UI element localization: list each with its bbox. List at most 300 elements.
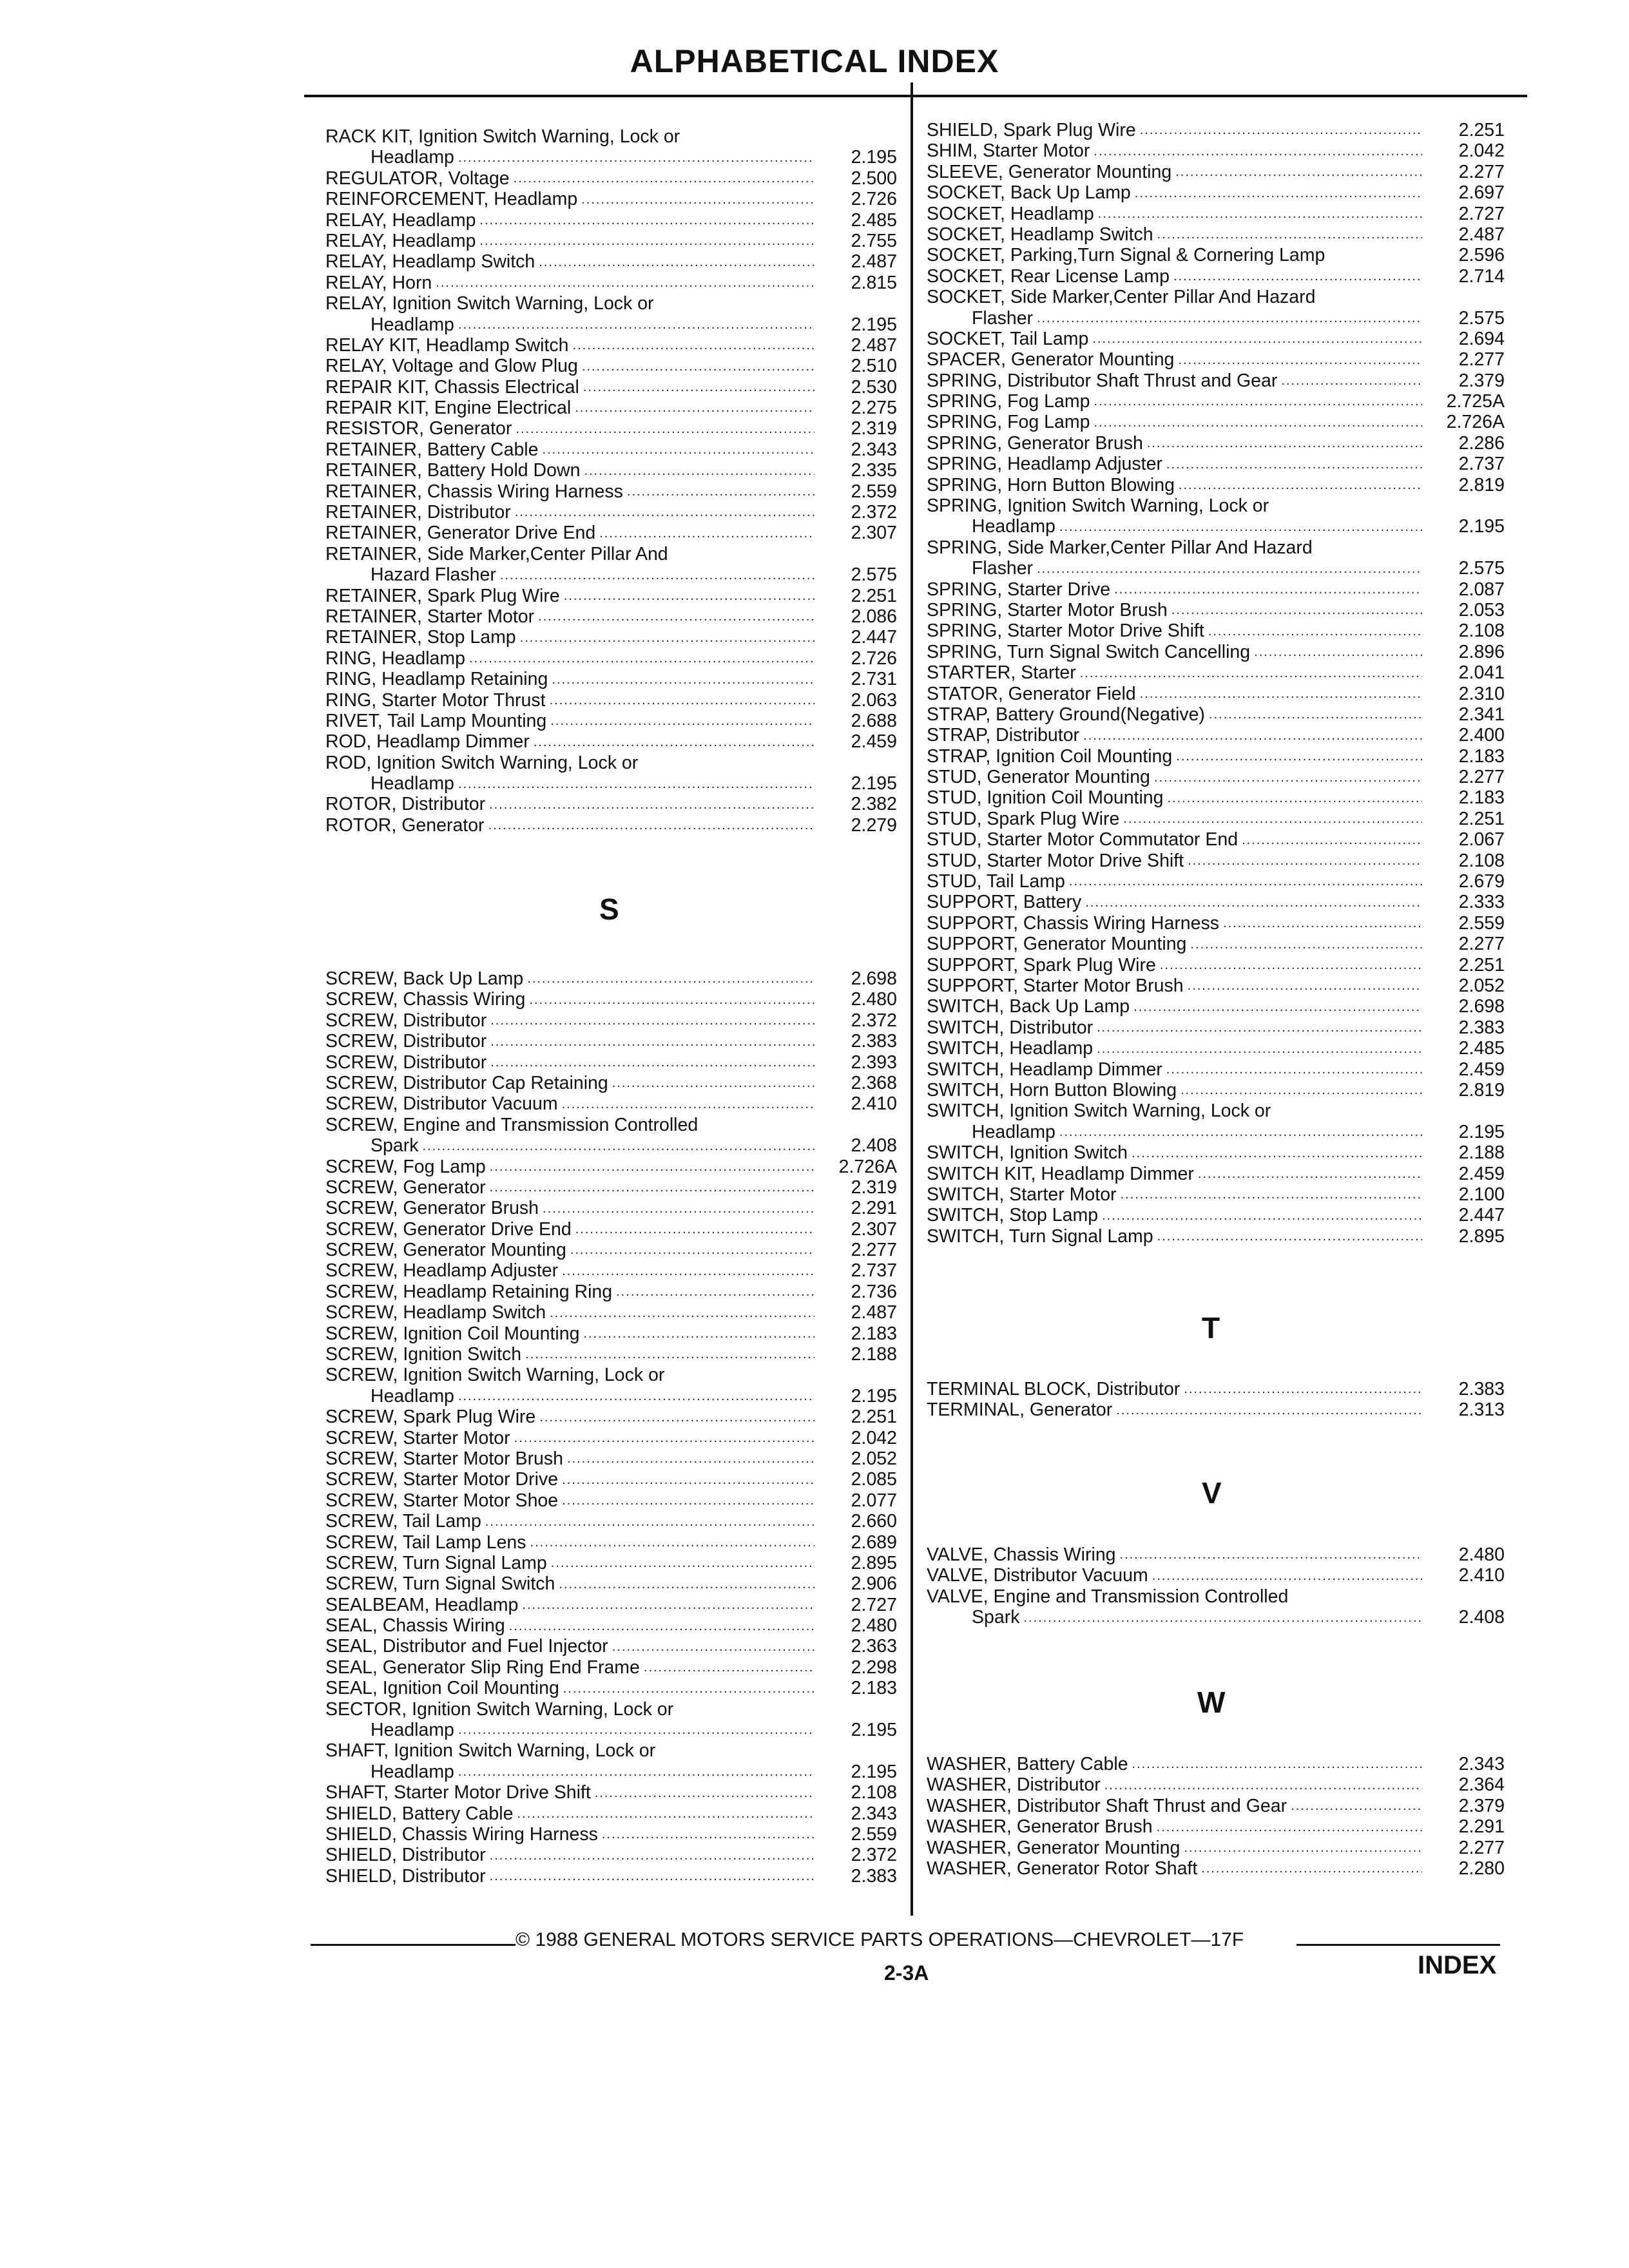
- index-entry-page: 2.382: [851, 794, 897, 815]
- dot-leader: [458, 151, 815, 165]
- index-entry-page: 2.195: [851, 1720, 897, 1741]
- index-entry: [325, 210, 897, 231]
- index-entry-page: 2.275: [851, 398, 897, 419]
- index-entry-label: Headlamp: [371, 1385, 454, 1407]
- index-entry-heading: RACK KIT, Ignition Switch Warning, Lock or: [325, 126, 680, 147]
- dot-leader: [1083, 729, 1422, 743]
- index-entry: [325, 1720, 897, 1740]
- index-entry-label: SEAL, Ignition Coil Mounting: [325, 1678, 559, 1699]
- index-entry: [325, 794, 897, 815]
- index-entry: [927, 955, 1505, 975]
- index-entry-label: SCREW, Spark Plug Wire: [325, 1407, 536, 1428]
- index-entry-label: SOCKET, Parking,Turn Signal & Cornering Lamp: [927, 245, 1325, 266]
- index-entry-label: WASHER, Distributor Shaft Thrust and Gear: [927, 1795, 1287, 1816]
- dot-leader: [489, 798, 815, 812]
- index-entry-page: 2.042: [1458, 140, 1505, 162]
- index-entry-page: 2.307: [851, 1218, 897, 1240]
- dot-leader: [1173, 269, 1422, 284]
- index-entry: [325, 1762, 897, 1782]
- dot-leader: [1116, 1403, 1422, 1418]
- dot-leader: [1094, 416, 1422, 430]
- index-entry-page: 2.698: [1458, 996, 1505, 1017]
- dot-leader: [543, 1202, 815, 1216]
- index-entry-label: ROD, Headlamp Dimmer: [325, 731, 530, 753]
- index-entry-label: STATOR, Generator Field: [927, 683, 1136, 704]
- footer-rule-left: [311, 1944, 516, 1946]
- index-entry-label: SCREW, Starter Motor: [325, 1427, 510, 1448]
- index-entry: [325, 1448, 897, 1469]
- index-entry-label: SWITCH, Turn Signal Lamp: [927, 1225, 1153, 1247]
- index-entry: [927, 349, 1505, 370]
- index-entry-label: REPAIR KIT, Engine Electrical: [325, 398, 572, 419]
- index-entry-label: WASHER, Generator Rotor Shaft: [927, 1858, 1198, 1879]
- column-divider: [911, 82, 913, 1916]
- index-entry-label: VALVE, Distributor Vacuum: [927, 1565, 1148, 1586]
- index-entry: [325, 168, 897, 189]
- dot-leader: [1168, 791, 1423, 805]
- dot-leader: [1135, 186, 1422, 200]
- dot-leader: [458, 1765, 815, 1779]
- index-entry: [927, 829, 1505, 850]
- dot-leader: [1209, 707, 1422, 722]
- index-entry-heading: RETAINER, Side Marker,Center Pillar And: [325, 543, 668, 564]
- index-entry-page: 2.447: [1458, 1205, 1505, 1226]
- page-number: 2-3A: [884, 1961, 929, 1984]
- dot-leader: [567, 1452, 815, 1466]
- index-entry: [927, 684, 1505, 704]
- index-entry: [927, 558, 1505, 579]
- dot-leader: [490, 1055, 815, 1070]
- index-entry-page: 2.052: [1458, 975, 1505, 996]
- index-entry: [325, 1031, 897, 1052]
- index-entry-page: 2.906: [851, 1573, 897, 1595]
- dot-leader: [1104, 1778, 1422, 1792]
- dot-leader: [1069, 874, 1422, 889]
- dot-leader: [616, 1285, 815, 1299]
- index-entry: [927, 308, 1505, 329]
- dot-leader: [1132, 1146, 1422, 1160]
- index-entry-page: 2.485: [851, 209, 897, 231]
- index-entry: [325, 586, 897, 606]
- index-entry-page: 2.368: [851, 1072, 897, 1093]
- dot-leader: [490, 1869, 815, 1883]
- dot-leader: [490, 1160, 815, 1174]
- index-entry-label: RESISTOR, Generator: [325, 418, 512, 439]
- dot-leader: [582, 360, 815, 374]
- dot-leader: [564, 589, 815, 603]
- index-entry-label: SUPPORT, Generator Mounting: [927, 934, 1187, 955]
- index-entry-label: Spark: [972, 1607, 1020, 1628]
- dot-leader: [550, 1306, 815, 1320]
- dot-leader: [1166, 457, 1422, 472]
- dot-leader: [422, 1139, 815, 1153]
- dot-leader: [516, 422, 815, 436]
- index-entry-label: SUPPORT, Battery: [927, 892, 1082, 913]
- dot-leader: [1152, 1569, 1422, 1583]
- index-entry-page: 2.372: [851, 1010, 897, 1031]
- index-list-r: [325, 126, 897, 836]
- dot-leader: [599, 526, 815, 541]
- dot-leader: [1157, 1820, 1422, 1834]
- index-entry-heading: SECTOR, Ignition Switch Warning, Lock or: [325, 1698, 674, 1720]
- index-entry-page: 2.277: [1458, 1837, 1505, 1858]
- dot-leader: [479, 213, 815, 227]
- index-entry: [325, 815, 897, 836]
- index-entry-page: 2.726A: [838, 1156, 897, 1177]
- dot-leader: [514, 171, 815, 186]
- section-letter-w: W: [1197, 1686, 1226, 1719]
- index-entry: [325, 606, 897, 627]
- index-entry-label: WASHER, Distributor: [927, 1774, 1101, 1796]
- index-entry-label: SPRING, Starter Drive: [927, 579, 1111, 600]
- index-entry: [927, 620, 1505, 641]
- index-entry-label: SCREW, Generator Mounting: [325, 1240, 566, 1261]
- index-entry: [325, 1219, 897, 1240]
- index-entry-page: 2.895: [1458, 1225, 1505, 1247]
- dot-leader: [490, 1035, 815, 1049]
- index-entry-page: 2.298: [851, 1657, 897, 1678]
- dot-leader: [1133, 1000, 1422, 1014]
- index-entry-label: SPRING, Headlamp Adjuster: [927, 454, 1162, 475]
- index-entry-page: 2.251: [851, 585, 897, 606]
- index-entry-label: SCREW, Tail Lamp Lens: [325, 1532, 526, 1553]
- dot-leader: [469, 651, 815, 666]
- index-entry: [325, 1073, 897, 1093]
- index-entry: [927, 1122, 1505, 1142]
- index-entry-page: 2.277: [851, 1240, 897, 1261]
- index-entry-page: 2.195: [851, 147, 897, 168]
- dot-leader: [1190, 937, 1422, 952]
- index-entry: [325, 690, 897, 711]
- index-entry-page: 2.679: [1458, 871, 1505, 892]
- index-entry-page: 2.195: [1458, 1121, 1505, 1142]
- index-entry-page: 2.726: [851, 189, 897, 210]
- dot-leader: [1254, 645, 1422, 659]
- dot-leader: [575, 1222, 815, 1236]
- index-entry: [325, 989, 897, 1010]
- index-entry-page: 2.188: [851, 1344, 897, 1365]
- index-entry-label: SOCKET, Rear License Lamp: [927, 265, 1170, 287]
- index-entry-page: 2.383: [851, 1031, 897, 1052]
- index-entry: [325, 231, 897, 251]
- index-entry-page: 2.195: [851, 1385, 897, 1407]
- index-entry: [927, 809, 1505, 829]
- index-entry-page: 2.660: [851, 1511, 897, 1532]
- dot-leader: [1094, 144, 1422, 159]
- dot-leader: [575, 401, 815, 415]
- index-entry: [927, 1754, 1505, 1774]
- index-entry-page: 2.480: [851, 989, 897, 1010]
- index-entry-page: 2.575: [851, 564, 897, 586]
- index-entry-label: SCREW, Distributor: [325, 1010, 487, 1031]
- index-entry: [325, 460, 897, 481]
- index-entry: [325, 251, 897, 272]
- index-entry-label: Flasher: [972, 307, 1034, 329]
- index-entry: [325, 1615, 897, 1636]
- section-label: INDEX: [1418, 1951, 1497, 1979]
- index-entry-label: Headlamp: [371, 147, 454, 168]
- index-entry-page: 2.291: [1458, 1816, 1505, 1838]
- index-entry-page: 2.727: [1458, 203, 1505, 224]
- index-entry-heading: VALVE, Engine and Transmission Controlled: [927, 1586, 1289, 1607]
- index-entry: [325, 627, 897, 648]
- index-entry: [325, 1344, 897, 1365]
- dot-leader: [1208, 624, 1422, 639]
- index-entry-page: 2.737: [851, 1260, 897, 1282]
- index-entry: [927, 1080, 1505, 1100]
- index-entry-label: SCREW, Generator Brush: [325, 1198, 539, 1219]
- index-entry-label: SHAFT, Starter Motor Drive Shift: [325, 1782, 591, 1803]
- dot-leader: [1171, 603, 1422, 617]
- index-entry: [927, 1017, 1505, 1038]
- index-entry: [927, 1774, 1505, 1795]
- dot-leader: [539, 255, 815, 269]
- index-entry-label: ROTOR, Generator: [325, 814, 485, 836]
- index-entry-label: STRAP, Distributor: [927, 725, 1080, 746]
- dot-leader: [562, 1473, 815, 1487]
- index-entry-label: SCREW, Turn Signal Lamp: [325, 1552, 547, 1573]
- index-entry: [927, 1379, 1505, 1399]
- index-entry: [325, 1866, 897, 1887]
- index-entry-label: RING, Starter Motor Thrust: [325, 689, 546, 711]
- index-entry-label: SHIM, Starter Motor: [927, 140, 1090, 162]
- index-entry-label: Headlamp: [371, 1761, 454, 1782]
- index-entry-label: RETAINER, Chassis Wiring Harness: [325, 481, 623, 502]
- index-entry: [927, 600, 1505, 620]
- index-entry: [325, 1511, 897, 1532]
- dot-leader: [517, 1807, 815, 1821]
- index-entry-page: 2.487: [851, 334, 897, 356]
- index-entry-page: 2.530: [851, 376, 897, 398]
- index-entry: [325, 564, 897, 585]
- index-entry-page: 2.286: [1458, 432, 1505, 454]
- index-entry-label: SPRING, Horn Button Blowing: [927, 474, 1175, 495]
- index-entry-page: 2.087: [1458, 579, 1505, 600]
- index-entry-label: RETAINER, Generator Drive End: [325, 523, 596, 544]
- index-entry-page: 2.895: [851, 1552, 897, 1573]
- index-entry-page: 2.819: [1458, 1079, 1505, 1100]
- index-entry-label: SHIELD, Battery Cable: [325, 1803, 514, 1824]
- index-entry-page: 2.183: [1458, 745, 1505, 767]
- index-entry: [325, 731, 897, 752]
- index-entry-label: SWITCH, Back Up Lamp: [927, 996, 1130, 1017]
- index-entry: [325, 648, 897, 669]
- dot-leader: [1178, 353, 1422, 367]
- index-entry-page: 2.575: [1458, 558, 1505, 579]
- index-entry: [325, 1302, 897, 1323]
- index-entry-page: 2.736: [851, 1281, 897, 1302]
- index-entry-page: 2.559: [851, 1824, 897, 1845]
- dot-leader: [573, 338, 815, 352]
- index-entry-page: 2.343: [851, 439, 897, 460]
- index-entry-page: 2.319: [851, 418, 897, 439]
- index-entry-label: SCREW, Generator: [325, 1177, 486, 1198]
- index-entry-page: 2.042: [851, 1427, 897, 1448]
- index-entry-page: 2.379: [1458, 370, 1505, 391]
- dot-leader: [563, 1682, 815, 1696]
- index-entry: [325, 189, 897, 209]
- index-entry-page: 2.279: [851, 814, 897, 836]
- index-entry: [927, 746, 1505, 767]
- index-entry: [325, 1052, 897, 1073]
- index-entry: [927, 1816, 1505, 1837]
- index-entry-label: SCREW, Distributor: [325, 1031, 487, 1052]
- index-entry-label: SOCKET, Back Up Lamp: [927, 182, 1131, 204]
- dot-leader: [1184, 1841, 1422, 1855]
- dot-leader: [644, 1660, 815, 1675]
- index-entry: [325, 1157, 897, 1177]
- index-entry-page: 2.510: [851, 356, 897, 377]
- index-entry-page: 2.372: [851, 1845, 897, 1866]
- index-entry-label: REINFORCEMENT, Headlamp: [325, 189, 578, 210]
- dot-leader: [485, 1515, 815, 1529]
- index-entry-label: SCREW, Ignition Coil Mounting: [325, 1323, 580, 1344]
- index-entry: [325, 418, 897, 439]
- index-entry-label: RELAY, Horn: [325, 272, 432, 293]
- index-entry-label: STUD, Generator Mounting: [927, 767, 1150, 788]
- index-entry-label: STUD, Ignition Coil Mounting: [927, 787, 1164, 809]
- index-entry: [325, 1135, 897, 1156]
- index-entry-label: SCREW, Starter Motor Drive: [325, 1469, 559, 1490]
- index-entry: [927, 224, 1505, 245]
- dot-leader: [602, 1827, 815, 1841]
- index-entry-label: SWITCH KIT, Headlamp Dimmer: [927, 1163, 1194, 1184]
- index-entry-page: 2.410: [1458, 1565, 1505, 1586]
- dot-leader: [1094, 394, 1422, 408]
- dot-leader: [458, 777, 815, 791]
- index-entry-label: SHIELD, Chassis Wiring Harness: [325, 1824, 598, 1845]
- index-entry-page: 2.726: [851, 648, 897, 669]
- index-entry: [927, 1205, 1505, 1225]
- dot-leader: [595, 1786, 815, 1800]
- index-entry-label: RETAINER, Battery Hold Down: [325, 460, 581, 481]
- index-entry-page: 2.697: [1458, 182, 1505, 204]
- index-entry: [325, 377, 897, 398]
- index-entry-heading: SPRING, Side Marker,Center Pillar And Hazard: [927, 537, 1313, 558]
- index-entry: [325, 1428, 897, 1448]
- dot-leader: [1166, 1062, 1422, 1077]
- index-entry-page: 2.896: [1458, 641, 1505, 662]
- dot-leader: [1097, 1042, 1422, 1056]
- index-entry-label: SWITCH, Stop Lamp: [927, 1205, 1099, 1226]
- index-entry-page: 2.485: [1458, 1038, 1505, 1059]
- index-list-t: [927, 1379, 1505, 1421]
- index-entry-page: 2.067: [1458, 829, 1505, 850]
- index-entry: [325, 1782, 897, 1803]
- index-entry-label: RELAY KIT, Headlamp Switch: [325, 334, 569, 356]
- index-entry-page: 2.447: [851, 627, 897, 648]
- dot-leader: [1102, 1209, 1422, 1223]
- index-entry: [927, 1565, 1505, 1586]
- dot-leader: [479, 234, 815, 248]
- dot-leader: [1291, 1799, 1422, 1813]
- index-entry-label: SCREW, Turn Signal Switch: [325, 1573, 555, 1595]
- dot-leader: [1176, 749, 1422, 764]
- dot-leader: [527, 972, 815, 986]
- index-entry-label: SPRING, Fog Lamp: [927, 391, 1090, 412]
- index-entry-label: STUD, Starter Motor Commutator End: [927, 829, 1239, 850]
- index-entry-label: REGULATOR, Voltage: [325, 168, 510, 189]
- index-entry-label: RIVET, Tail Lamp Mounting: [325, 710, 547, 731]
- dot-leader: [490, 1849, 815, 1863]
- index-entry-page: 2.480: [1458, 1544, 1505, 1565]
- index-entry: [927, 788, 1505, 809]
- index-entry: [325, 1657, 897, 1678]
- index-entry-label: WASHER, Battery Cable: [927, 1753, 1128, 1774]
- index-entry: [325, 273, 897, 293]
- dot-leader: [550, 714, 815, 728]
- index-entry-label: WASHER, Generator Mounting: [927, 1837, 1181, 1858]
- index-entry: [325, 314, 897, 335]
- dot-leader: [1121, 1187, 1422, 1202]
- index-entry: [325, 1010, 897, 1031]
- index-entry-page: 2.487: [1458, 224, 1505, 245]
- index-entry-page: 2.698: [851, 968, 897, 989]
- index-list-v: [927, 1544, 1505, 1628]
- dot-leader: [530, 1535, 815, 1550]
- index-entry-page: 2.596: [1458, 245, 1505, 266]
- dot-leader: [1188, 854, 1422, 868]
- index-entry-heading: SCREW, Engine and Transmission Controlled: [325, 1114, 699, 1135]
- index-entry-label: REPAIR KIT, Chassis Electrical: [325, 376, 579, 398]
- index-entry-label: RING, Headlamp Retaining: [325, 669, 548, 690]
- dot-leader: [522, 1598, 815, 1612]
- index-entry-label: SUPPORT, Starter Motor Brush: [927, 975, 1184, 996]
- dot-leader: [1114, 582, 1422, 597]
- index-entry: [927, 182, 1505, 203]
- index-entry-label: STUD, Tail Lamp: [927, 871, 1065, 892]
- index-entry-label: SWITCH, Starter Motor: [927, 1184, 1117, 1205]
- dot-leader: [539, 1410, 815, 1425]
- index-entry: [927, 1184, 1505, 1205]
- index-entry-label: SCREW, Fog Lamp: [325, 1156, 486, 1177]
- index-entry: [325, 1637, 897, 1657]
- index-entry: [927, 412, 1505, 432]
- dot-leader: [583, 1327, 815, 1341]
- index-entry-page: 2.459: [1458, 1059, 1505, 1080]
- index-entry-page: 2.689: [851, 1532, 897, 1553]
- dot-leader: [581, 193, 815, 207]
- index-entry-label: SCREW, Tail Lamp: [325, 1511, 481, 1532]
- index-entry: [927, 850, 1505, 871]
- dot-leader: [436, 276, 815, 290]
- dot-leader: [1198, 1167, 1422, 1181]
- dot-leader: [570, 1243, 815, 1257]
- index-entry-page: 2.500: [851, 168, 897, 189]
- index-entry: [927, 642, 1505, 662]
- index-entry: [927, 704, 1505, 725]
- index-entry: [927, 245, 1505, 265]
- dot-leader: [1132, 1757, 1422, 1771]
- dot-leader: [1281, 374, 1422, 388]
- index-entry: [325, 1323, 897, 1344]
- section-letter-v: V: [1202, 1476, 1222, 1510]
- index-entry-page: 2.363: [851, 1636, 897, 1657]
- index-entry-label: Flasher: [972, 558, 1034, 579]
- dot-leader: [1160, 958, 1422, 972]
- index-entry-page: 2.688: [851, 710, 897, 731]
- index-entry-heading: RELAY, Ignition Switch Warning, Lock or: [325, 293, 654, 314]
- index-entry-label: VALVE, Chassis Wiring: [927, 1544, 1116, 1565]
- index-entry-page: 2.333: [1458, 892, 1505, 913]
- index-entry: [325, 773, 897, 794]
- index-entry-label: TERMINAL, Generator: [927, 1399, 1113, 1421]
- index-entry: [927, 1399, 1505, 1420]
- index-entry-page: 2.053: [1458, 599, 1505, 620]
- index-entry: [325, 1845, 897, 1865]
- index-entry-page: 2.251: [1458, 808, 1505, 829]
- index-entry-page: 2.251: [1458, 954, 1505, 975]
